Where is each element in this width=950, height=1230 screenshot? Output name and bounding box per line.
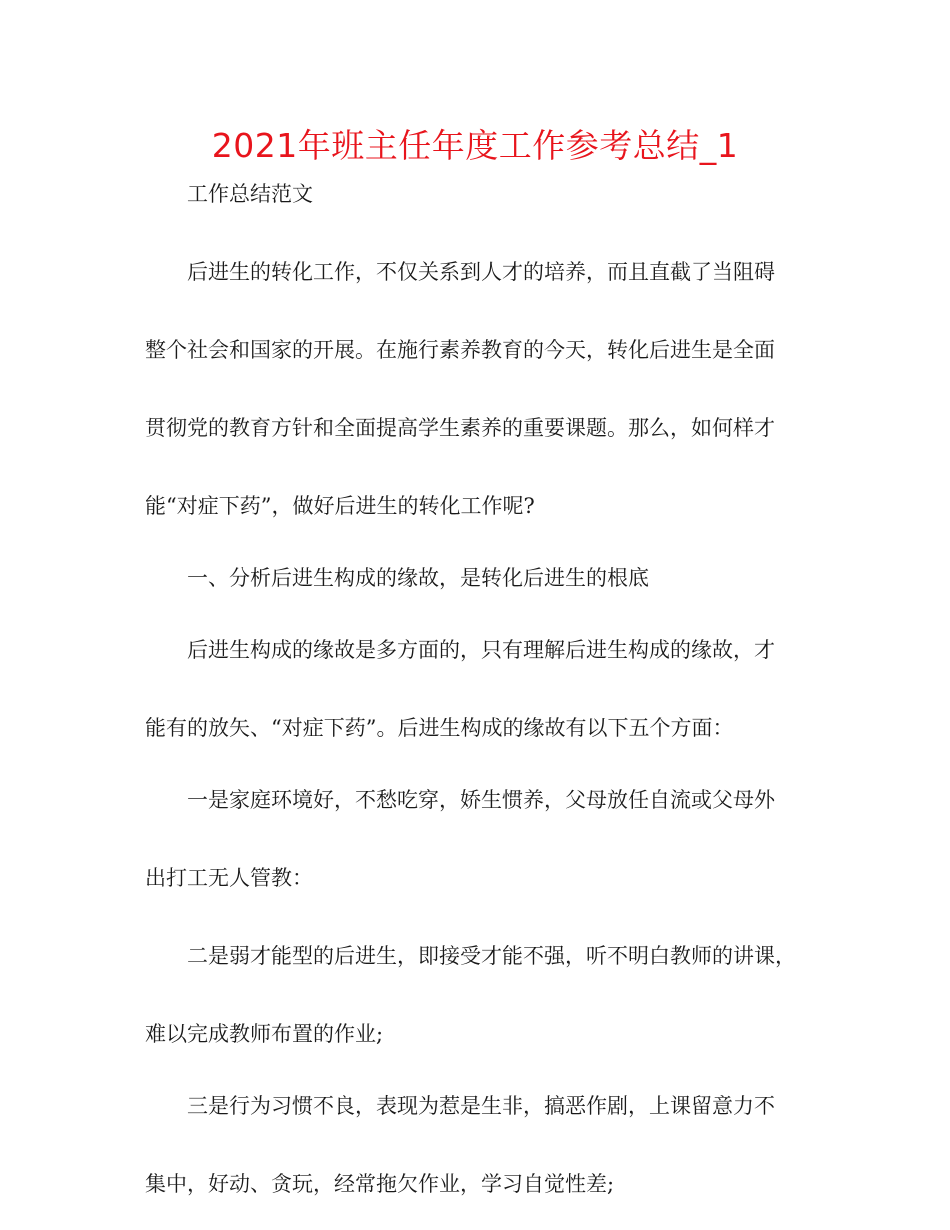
paragraph-line: 后进生构成的缘故是多方面的，只有理解后进生构成的缘故，才	[187, 638, 775, 662]
section-heading: 工作总结范文	[187, 182, 313, 206]
paragraph-line: 能有的放矢、“对症下药”。后进生构成的缘故有以下五个方面：	[145, 716, 734, 740]
paragraph-line: 出打工无人管教：	[145, 866, 313, 890]
paragraph-line: 难以完成教师布置的作业;	[145, 1022, 384, 1046]
paragraph-line: 二是弱才能型的后进生，即接受才能不强，听不明白教师的讲课，	[187, 944, 796, 968]
document-title: 2021年班主任年度工作参考总结_1	[211, 126, 739, 165]
document-body	[145, 176, 805, 1202]
paragraph-line: 贯彻党的教育方针和全面提高学生素养的重要课题。那么，如何样才	[145, 416, 775, 440]
paragraph-line: 能“对症下药”，做好后进生的转化工作呢?	[145, 494, 535, 518]
paragraph-line: 一是家庭环境好，不愁吃穿，娇生惯养，父母放任自流或父母外	[187, 788, 775, 812]
paragraph-line: 三是行为习惯不良，表现为惹是生非，搞恶作剧，上课留意力不	[187, 1094, 775, 1118]
paragraph-line: 集中，好动、贪玩，经常拖欠作业，学习自觉性差;	[145, 1172, 615, 1196]
paragraph-line: 整个社会和国家的开展。在施行素养教育的今天，转化后进生是全面	[145, 338, 775, 362]
paragraph-line: 后进生的转化工作，不仅关系到人才的培养，而且直截了当阻碍	[187, 260, 775, 284]
subheading-line: 一、分析后进生构成的缘故，是转化后进生的根底	[187, 566, 649, 590]
